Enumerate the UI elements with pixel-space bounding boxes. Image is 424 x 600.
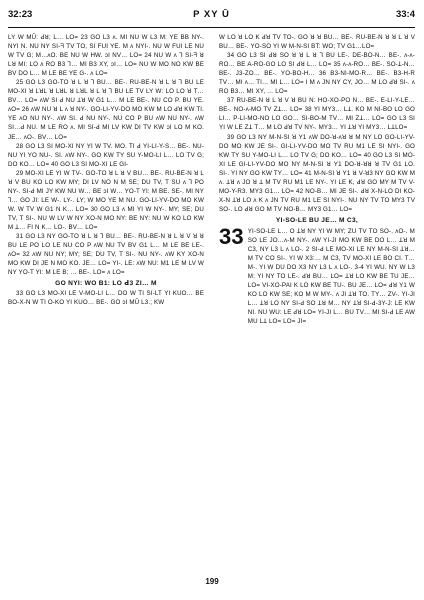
header-rule — [8, 27, 415, 28]
chapter-number: 33 — [219, 223, 244, 249]
section-heading: YI-SO-LE BU JE… M C3, — [275, 216, 359, 224]
header-book-title: P XY Ū — [193, 9, 230, 20]
verse-paragraph: 25 GO L3 GO-TO ꓤ L ꓤ Ꞁ BU… BE-. RU-BE-N ꓤ L ꓤ Ꞁ BU LE MO-XI ꓤ LꓤL ꓤ LꓤL ꓤ LꓤL ꓤ L ꓤ Ꞁ BU LE TV LY W: LO LO ꓤ T… BV… LO= ʌW SI ꓒ NU ꓕꓤ W G1 L… M LE BE-. NU CO P. BU YE. ʌO= 26 ʌW NU ꓤ L ʌ ꓤ NY-. GO-LI-YV-DO MO KW M LO ꓒꓤ KW TI. YE ʌO NU NY-. ʌW SI. ꓒ NU NY-. NU CO P BU ʌW NU NY-. ʌW SI…ꓒ NU. M LE RO ʌ. MI SI-ꓒ MI LV KW DI TV KW ɔI LO M KO. JE… ʌO-. BV… LO= — [8, 79, 204, 141]
header-reference-left: 32:23 — [8, 9, 33, 20]
verse-paragraph: W LO ꓤ LO K ꓒꓤ TV TO-. GO ꓤ ꓤ BU… BE-. RU-BE-N ꓤ ꓤ L ꓤ V BU… BE-. YO-SO YI W M-N-SI BT: WO; TV G1…LO= — [219, 34, 415, 51]
running-header — [8, 9, 415, 25]
page-number: 199 — [205, 577, 219, 586]
verse-paragraph: LY W MŪ: ꓒꓤ; L… LO= 23 GO L3 ʌ. MI NU W L3 M: YE BB NY-. NYI N. NU NY SI-ᖷ TV TO, SI FUI YE. M ʌ NYI-. NU W FUI LE NU W TV G; M…ʌO. BE NU W HW. ɔI NV… LO= 24 NU W ʌ Ꞁ SI-ᖷ ꓤ Lꓤ MI: LO ʌ RO B3 Ꞁ… MI B3 XY, ɔI… LO= NU W MO NO KW BE BV DO L… M LE BE YE G-. ʌ LO= — [8, 34, 204, 78]
chapter-first-paragraph: YI-SO-LE L… O ꓕꓤ NY YI W MY; ZU TV TO SO-. ʌO-. M SO LE JO…ʌ-M NY-. ʌW YI-JI MO KW BE DO L… ꓕꓤ M C3, NY L3 L ʌ LO-. 2 SI-ꓒ LE MO-XI LE NY M-N-SI ꓕꓤ… M TV CO SI-. YI W X3:… M C3, TV MO-XI LE BO CI. T… M-. YI W DU DO X3 NY L3 L ʌ LO-. 3-4 YI WU. NY W L3 M: YI NY TO LE-. ꓒꓤ BU… LO= ꓕꓤ LO KW BE TU JE… LO= VI-XO-PAI K LO KW BE TU-. BU JE… LO= ꓒꓤ Y1 W KO LO KW SE; KO M W MY-. ʌ JI ꓕꓤ TO. TY… ZV-. YI-JI L… ꓕꓤ LO NY SI-ꓒ SO ꓕꓤ M… NY ꓕꓤ SI-ꓒ-3Y-J: LE KW NI. NU WU: LE ꓒꓤ LO= YI-JI L… BU TV… MI SI-ꓒ LE AW MU Lꓕ LO= LO= JI= — [247, 227, 415, 326]
verse-paragraph: 34 GO L3 SI ꓒꓤ SO ꓤ ꓤ L ꓤ Ꞁ BU LE-. DE-BO-N… BE-. ʌ-ʌ-RO… BE A-RO-GO LO SI ꓒꓤ L… LO= 35 ʌ-ʌ-RO… BE-. SO-ꓕ-N… BE-. J3-ZO… BE-. YO-BO-H… 36 B3-NI-MO-R… BE-. B3-H-R TV… MI ʌ… TI… MI L… LO= I M ʌ JN NY CY, JO… M LO ꓒꓤ SI-. ʌ RO B3… MI XY, … LO= — [219, 52, 415, 96]
verse-paragraph: 37 RU-BE-N ꓤ L ꓤ V ꓤ BU N: HO-XO-PO N… BE-. E-LI-Y-LE… BE-. NO-ʌ-MO TV Zꓕ… LO= 38 YI MY3… Lꓕ. KO M NI-BO LO GO LI… P-LI-MO-NO LO GO… SI-BO-M TV… MI Zꓕ… LO= GO L3 SI YI W LE Zꓕ T… M LO ꓒꓤ TV NY-. MY3… YI ꓕꓤ YI MY3… LꓕLO= — [219, 97, 415, 132]
verse-paragraph: 31 GO L3 NY GO-TO ꓤ L ꓤ Ꞁ BU… BE-. RU-BE-N ꓤ L ꓤ V ꓤ ꓤ BU LE PO LO LE NU CO P ʌW NU TV BV G1 L… M LE BE LE-. ʌO= 32 ʌW NU NY; MY; SE; DU TV, T SI-. NU NY-. ʌW KY XO-N MO KW DI JE N MO KO. JE… LO= YI-. LE: ʌW NU: M1 LE M LV W NY YO-T YI: M LE B; … BE-. LO= ʌ LO= — [8, 233, 204, 277]
verse-paragraph: 28 GO L3 SI MO-XI NY YI W TV. MO. TI ꓒ YI-LI-Y-S… BE-. NU-NU YI YO NU-. SI. ʌW NY-. GO KW TY SU Y-MO-LI L… LO TV G; DO KO… LO= 40 GO L3 SI MO-XI LE GI- — [8, 142, 204, 168]
chapter-opening — [219, 223, 415, 327]
verse-paragraph: 33 GO L3 MO-XI LE V-MO-LI L… DO W TI SI-LT YI KUO… BE BO-X-N W TI O-KO YI KUO… BE-. GO ɔI MŪ L3.; KW — [8, 290, 204, 307]
section-heading: GO NYI: WO B1: LO ꓒ3 ZI… M — [55, 280, 157, 288]
left-text-column — [8, 33, 204, 307]
right-text-column — [219, 33, 415, 327]
verse-paragraph: 39 GO L3 NY M-N-SI ꓤ Y1 ʌW DO-ꓤ-ʌꓤ ꓤ M NY LO GO-LI-YV-DO MO KW JE SI-. GI-LI-YV-DO MO TV RU M1 LE SI NYI-. GO KW TY SU Y-MO-LI L… LO TV G; DO KO… LO= 40 GO L3 SI MO-XI LE GI-LI-YV-DO MO NY M-N-SI ꓤ Y1 DO-ꓤ-ꓤꓤ ꓤ TV G1 LO. SI-. YI NY GO KW TY… LO= 41 M-N-SI ꓤ Y1 ꓤ V-ꓤ3 NY GO KW M ʌ. ꓕꓤ ʌ JO ꓤ ꓕ M TV RU M1 LE NY-. YI LE K, ꓒꓤ GO MY M TV V-MO-Y-R3. MY3 G1… LO= 42 NO-B… MI JE SI-. ꓒꓤ X-N-LO DI KO-X-N ꓕꓤ LO ʌ K ʌ JN TV RU M1 LE SI NYI-. NU NY TV TO MY3 TV SO-. LO ꓒꓤ GO M TV NO-B… MY3 G1… LO= — [219, 133, 415, 213]
header-reference-right: 33:4 — [395, 9, 415, 20]
verse-paragraph: 29 MO-XI LE YI W TV-. GO-TO ꓤ L ꓤ V BU… BE-. RU-BE-N ꓤ L ꓤ V BU KO LO KW MY; DI LV NO N M SE; DU TV, T SU ʌ Ꞁ PO NY-. SI-ꓒ MI JY KW NU W… BE ɔI W… YO-T YI: M BE. SE-. MI NY Ꞁ… GO JI: LE W-. LY-. LY; W MO YE M NU. GO-LI-YV-DO MO KW W. W TV W G1 N K… LO= 30 GO L3 ʌ MI YI W NY-. MY; SE; DU TV, T SI-. NU W LV W NY XO-N MO NY: BE NY: NU W KO LO KW M ꓕ… FI N K… LO-. BV… LO= — [8, 169, 204, 231]
